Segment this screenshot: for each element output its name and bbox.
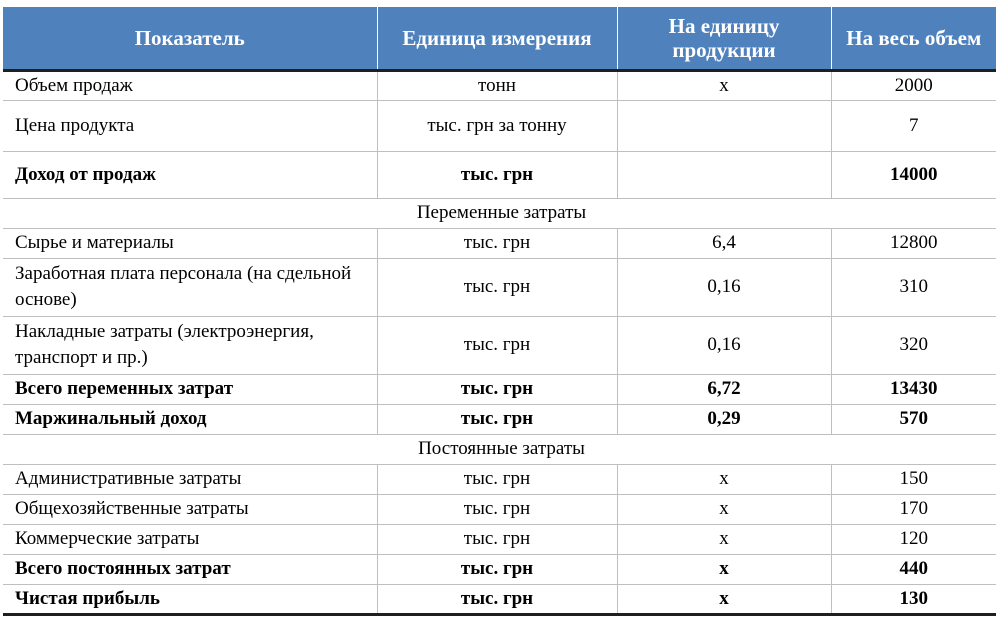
row-per-unit: х — [617, 464, 831, 494]
row-unit: тыс. грн — [377, 464, 617, 494]
row-total: 14000 — [831, 151, 996, 198]
header-indicator: Показатель — [3, 7, 377, 70]
row-label: Всего постоянных затрат — [3, 554, 377, 584]
row-per-unit: х — [617, 494, 831, 524]
row-unit: тыс. грн за тонну — [377, 100, 617, 151]
row-total: 13430 — [831, 374, 996, 404]
table-row — [3, 258, 996, 316]
row-total: 150 — [831, 464, 996, 494]
table-row — [3, 316, 996, 374]
row-per-unit: х — [617, 554, 831, 584]
row-unit: тыс. грн — [377, 554, 617, 584]
row-unit: тыс. грн — [377, 258, 617, 316]
row-label: Доход от продаж — [3, 151, 377, 198]
row-label: Общехозяйственные затраты — [3, 494, 377, 524]
row-unit: тонн — [377, 70, 617, 100]
header-per-unit: На единицу продукции — [617, 7, 831, 70]
table-row — [3, 151, 996, 198]
row-unit: тыс. грн — [377, 228, 617, 258]
row-label: Цена продукта — [3, 100, 377, 151]
section-row-variable — [3, 198, 996, 228]
section-row-fixed — [3, 434, 996, 464]
row-label: Накладные затраты (электроэнергия, транспорт и пр.) — [3, 316, 377, 374]
section-title: Переменные затраты — [3, 198, 996, 228]
table-row — [3, 404, 996, 434]
row-unit: тыс. грн — [377, 584, 617, 614]
table-row — [3, 374, 996, 404]
row-unit: тыс. грн — [377, 374, 617, 404]
row-total: 120 — [831, 524, 996, 554]
row-per-unit: 0,16 — [617, 316, 831, 374]
header-unit: Единица измерения — [377, 7, 617, 70]
row-per-unit — [617, 151, 831, 198]
row-per-unit: 0,29 — [617, 404, 831, 434]
cost-table — [3, 7, 996, 616]
row-per-unit — [617, 100, 831, 151]
row-per-unit: х — [617, 70, 831, 100]
row-unit: тыс. грн — [377, 404, 617, 434]
table-header-row — [3, 7, 996, 70]
row-per-unit: 0,16 — [617, 258, 831, 316]
row-label: Объем продаж — [3, 70, 377, 100]
table-row — [3, 494, 996, 524]
row-label: Сырье и материалы — [3, 228, 377, 258]
row-label: Всего переменных затрат — [3, 374, 377, 404]
table-row — [3, 464, 996, 494]
row-total: 440 — [831, 554, 996, 584]
row-total: 7 — [831, 100, 996, 151]
row-per-unit: х — [617, 524, 831, 554]
row-unit: тыс. грн — [377, 524, 617, 554]
table-row — [3, 70, 996, 100]
row-total: 130 — [831, 584, 996, 614]
row-total: 570 — [831, 404, 996, 434]
row-total: 320 — [831, 316, 996, 374]
section-title: Постоянные затраты — [3, 434, 996, 464]
row-per-unit: 6,72 — [617, 374, 831, 404]
row-total: 170 — [831, 494, 996, 524]
table-row — [3, 584, 996, 614]
table-row — [3, 554, 996, 584]
table-row — [3, 524, 996, 554]
row-label: Коммерческие затраты — [3, 524, 377, 554]
row-unit: тыс. грн — [377, 316, 617, 374]
row-total: 12800 — [831, 228, 996, 258]
row-label: Заработная плата персонала (на сдельной основе) — [3, 258, 377, 316]
row-per-unit: 6,4 — [617, 228, 831, 258]
header-total: На весь объем — [831, 7, 996, 70]
table-row — [3, 100, 996, 151]
row-label: Маржинальный доход — [3, 404, 377, 434]
row-unit: тыс. грн — [377, 151, 617, 198]
row-label: Чистая прибыль — [3, 584, 377, 614]
row-total: 2000 — [831, 70, 996, 100]
table-row — [3, 228, 996, 258]
row-per-unit: х — [617, 584, 831, 614]
row-label: Административные затраты — [3, 464, 377, 494]
row-total: 310 — [831, 258, 996, 316]
row-unit: тыс. грн — [377, 494, 617, 524]
